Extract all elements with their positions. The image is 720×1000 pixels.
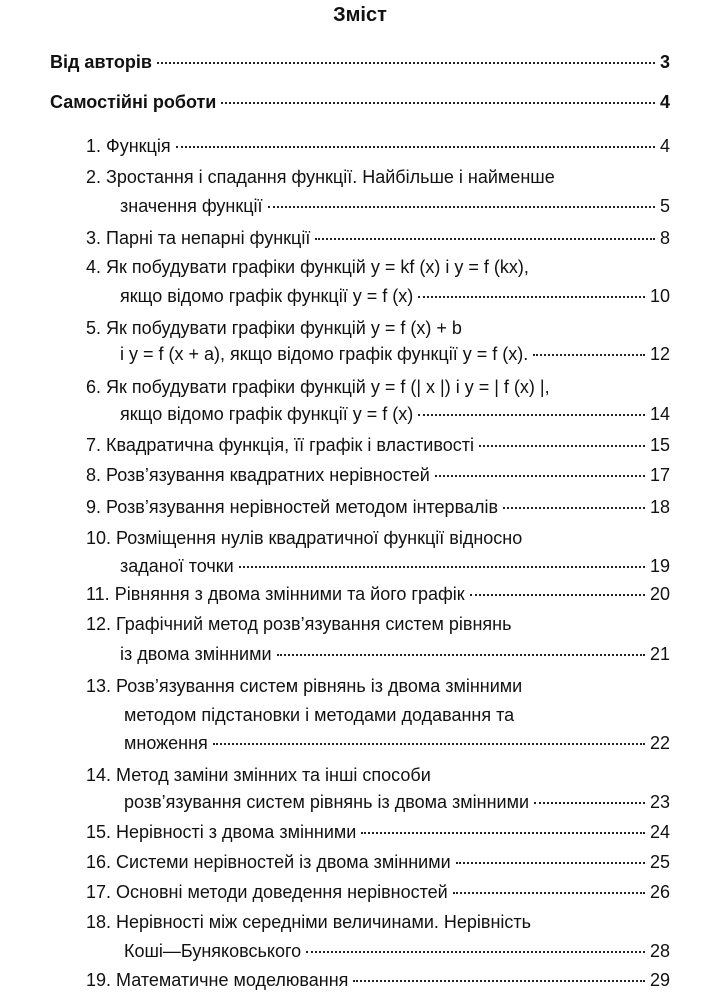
toc-entry-title: 3. Парні та непарні функції [86,228,311,248]
leader-dots [418,414,645,416]
toc-entry-title: із двома змінними [120,644,272,664]
leader-dots [503,507,645,509]
toc-entry[interactable] [124,733,670,754]
toc-entry-title: якщо відомо графік функції y = f (x) [120,286,414,306]
leader-dots [268,206,655,208]
toc-entry-title-line[interactable]: 10. Розміщення нулів квадратичної функції відносно [86,528,523,548]
toc-entry-title-line[interactable]: 18. Нерівності між середніми величинами. Нерівність [86,912,532,932]
toc-entry-page: 17 [649,465,670,485]
leader-dots [176,146,655,148]
toc-entry[interactable] [86,584,670,605]
toc-entry[interactable] [120,404,670,425]
toc-entry-title-line[interactable]: 12. Графічний метод розв’язування систем рівнянь [86,614,512,634]
toc-entry-page: 29 [649,970,670,990]
toc-entry-title-line[interactable]: 14. Метод заміни змінних та інші способи [86,765,431,785]
toc-entry[interactable] [120,556,670,577]
toc-entry-title: множення [124,733,208,753]
leader-dots [239,566,645,568]
toc-entry-title-line[interactable]: 13. Розв’язування систем рівнянь із двома змінними [86,676,523,696]
leader-dots [534,802,645,804]
toc-entry-page: 22 [649,733,670,753]
leader-dots [479,445,645,447]
toc-section[interactable] [50,92,670,113]
toc-entry-title: Від авторів [50,52,152,72]
leader-dots [533,354,645,356]
toc-entry[interactable] [86,136,670,157]
toc-entry-title: 19. Математичне моделювання [86,970,349,990]
toc-entry-title-line[interactable]: методом підстановки і методами додавання та [124,705,515,725]
leader-dots [435,475,645,477]
toc-entry-page: 18 [649,497,670,517]
toc-entry-title: 7. Квадратична функція, її графік і властивості [86,435,474,455]
leader-dots [456,862,645,864]
toc-entry-page: 3 [659,52,670,72]
toc-entry-title: 17. Основні методи доведення нерівностей [86,882,448,902]
toc-entry[interactable] [86,497,670,518]
leader-dots [353,980,645,982]
toc-entry-page: 21 [649,644,670,664]
leader-dots [470,594,645,596]
toc-entry-title: 15. Нерівності з двома змінними [86,822,357,842]
toc-entry-title: і y = f (x + a), якщо відомо графік функції y = f (x). [120,344,529,364]
toc-entry-title-line[interactable]: 6. Як побудувати графіки функцій y = f (| x |) і y = | f (x) |, [86,377,550,397]
toc-entry-title-line[interactable]: 2. Зростання і спадання функції. Найбільше і найменше [86,167,555,187]
toc-entry-page: 4 [659,136,670,156]
leader-dots [277,654,645,656]
toc-entry[interactable] [50,52,670,73]
toc-entry[interactable] [120,644,670,665]
leader-dots [418,296,645,298]
leader-dots [221,102,655,104]
toc-entry[interactable] [120,196,670,217]
toc-entry[interactable] [120,286,670,307]
toc-entry[interactable] [124,941,670,962]
toc-entry-title: якщо відомо графік функції y = f (x) [120,404,414,424]
toc-entry-page: 5 [659,196,670,216]
toc-entry[interactable] [86,822,670,843]
leader-dots [453,892,645,894]
toc-entry-page: 15 [649,435,670,455]
leader-dots [361,832,645,834]
toc-entry[interactable] [124,792,670,813]
page-title: Зміст [333,4,387,26]
toc-entry-page: 8 [659,228,670,248]
toc-entry-title: 8. Розв’язування квадратних нерівностей [86,465,430,485]
toc-entry-page: 20 [649,584,670,604]
toc-entry-title: 1. Функція [86,136,171,156]
toc-entry-page: 28 [649,941,670,961]
leader-dots [315,238,655,240]
toc-entry-title: Коші—Буняковського [124,941,302,961]
toc-entry-page: 4 [659,92,670,112]
toc-entry[interactable] [86,970,670,991]
toc-entry[interactable] [86,228,670,249]
toc-entry-page: 24 [649,822,670,842]
leader-dots [213,743,645,745]
toc-entry-title: заданої точки [120,556,234,576]
toc-entry-title: розв’язування систем рівнянь із двома змінними [124,792,529,812]
toc-entry-page: 26 [649,882,670,902]
leader-dots [157,62,655,64]
toc-entry-title: 16. Системи нерівностей із двома змінними [86,852,451,872]
toc-entry-title: 11. Рівняння з двома змінними та його графік [86,584,465,604]
leader-dots [306,951,645,953]
toc-entry-page: 23 [649,792,670,812]
toc-entry-title-line[interactable]: 5. Як побудувати графіки функцій y = f (x) + b [86,318,462,338]
toc-entry-page: 14 [649,404,670,424]
toc-entry-title: значення функції [120,196,263,216]
toc-entry-title-line[interactable]: 4. Як побудувати графіки функцій y = kf (x) і y = f (kx), [86,257,529,277]
toc-entry[interactable] [86,852,670,873]
toc-entry[interactable] [86,465,670,486]
toc-entry-title: Самостійні роботи [50,92,217,112]
toc-entry-page: 19 [649,556,670,576]
toc-entry-page: 10 [649,286,670,306]
toc-entry[interactable] [120,344,670,365]
toc-entry-title: 9. Розв’язування нерівностей методом інтервалів [86,497,499,517]
toc-entry-page: 12 [649,344,670,364]
toc-entry-page: 25 [649,852,670,872]
toc-entry[interactable] [86,435,670,456]
toc-entry[interactable] [86,882,670,903]
